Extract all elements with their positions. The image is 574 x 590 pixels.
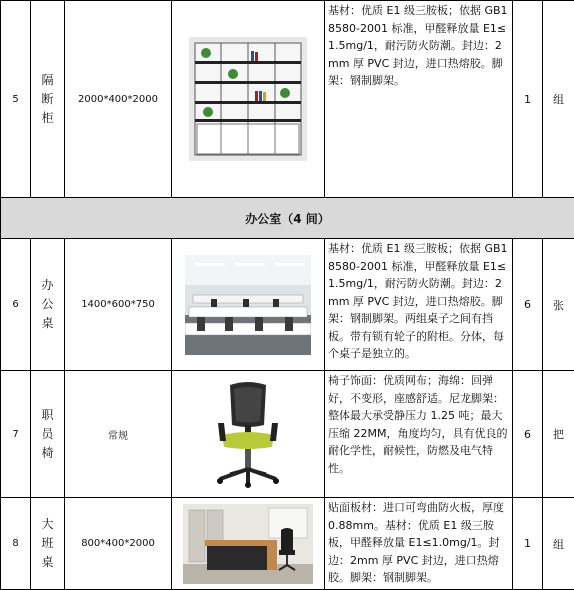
item-name: 办 公 桌 [31,239,65,371]
table-row [1,1,574,198]
table-row [1,371,574,498]
item-unit: 组 [543,1,574,198]
item-name: 隔 断 柜 [31,1,65,198]
item-quantity: 6 [513,239,543,371]
row-number: 8 [1,498,31,590]
table-row [1,239,574,371]
item-spec: 800*400*2000 [65,498,172,590]
partition-cabinet-photo [172,1,325,198]
row-number: 7 [1,371,31,498]
table-row [1,498,574,590]
item-unit: 把 [543,371,574,498]
row-number: 6 [1,239,31,371]
row-number: 5 [1,1,31,198]
item-description: 椅子饰面：优质网布；海绵：回弹好，不变形，座感舒适。尼龙脚架：整体最大承受静压力 1.25 吨；最大压缩 22MM，角度均匀，具有优良的耐化学性，耐候性，防燃及电气特性。 [325,371,513,498]
item-spec: 2000*400*2000 [65,1,172,198]
staff-chair-photo [172,371,325,498]
item-quantity: 1 [513,1,543,198]
item-name: 大 班 桌 [31,498,65,590]
section-header-row [1,198,574,239]
item-description: 基材：优质 E1 级三胺板；依据 GB18580-2001 标准，甲醛释放量 E1≤1.5mg/1，耐污防火防潮。封边：2mm 厚 PVC 封边，进口热熔胶。脚架：钢制脚架。两组桌子之间有挡板。带有锁有轮子的附柜。分体，每个桌子是独立的。 [325,239,513,371]
item-description: 基材：优质 E1 级三胺板；依据 GB18580-2001 标准，甲醛释放量 E1≤1.5mg/1，耐污防火防潮。封边：2mm 厚 PVC 封边，进口热熔胶。脚架：钢制脚架。 [325,1,513,198]
item-spec: 常规 [65,371,172,498]
item-unit: 张 [543,239,574,371]
section-title: 办公室（4 间） [1,198,574,239]
executive-desk-photo [172,498,325,590]
item-spec: 1400*600*750 [65,239,172,371]
item-quantity: 1 [513,498,543,590]
item-unit: 组 [543,498,574,590]
item-name: 职 员 椅 [31,371,65,498]
office-desks-photo [172,239,325,371]
item-quantity: 6 [513,371,543,498]
item-description: 贴面板材：进口可弯曲防火板，厚度 0.88mm。基材：优质 E1 级三胺板，甲醛释放量 E1≤1.0mg/1。封边：2mm 厚 PVC 封边，进口热熔胶。脚架：钢制脚架。 [325,498,513,590]
